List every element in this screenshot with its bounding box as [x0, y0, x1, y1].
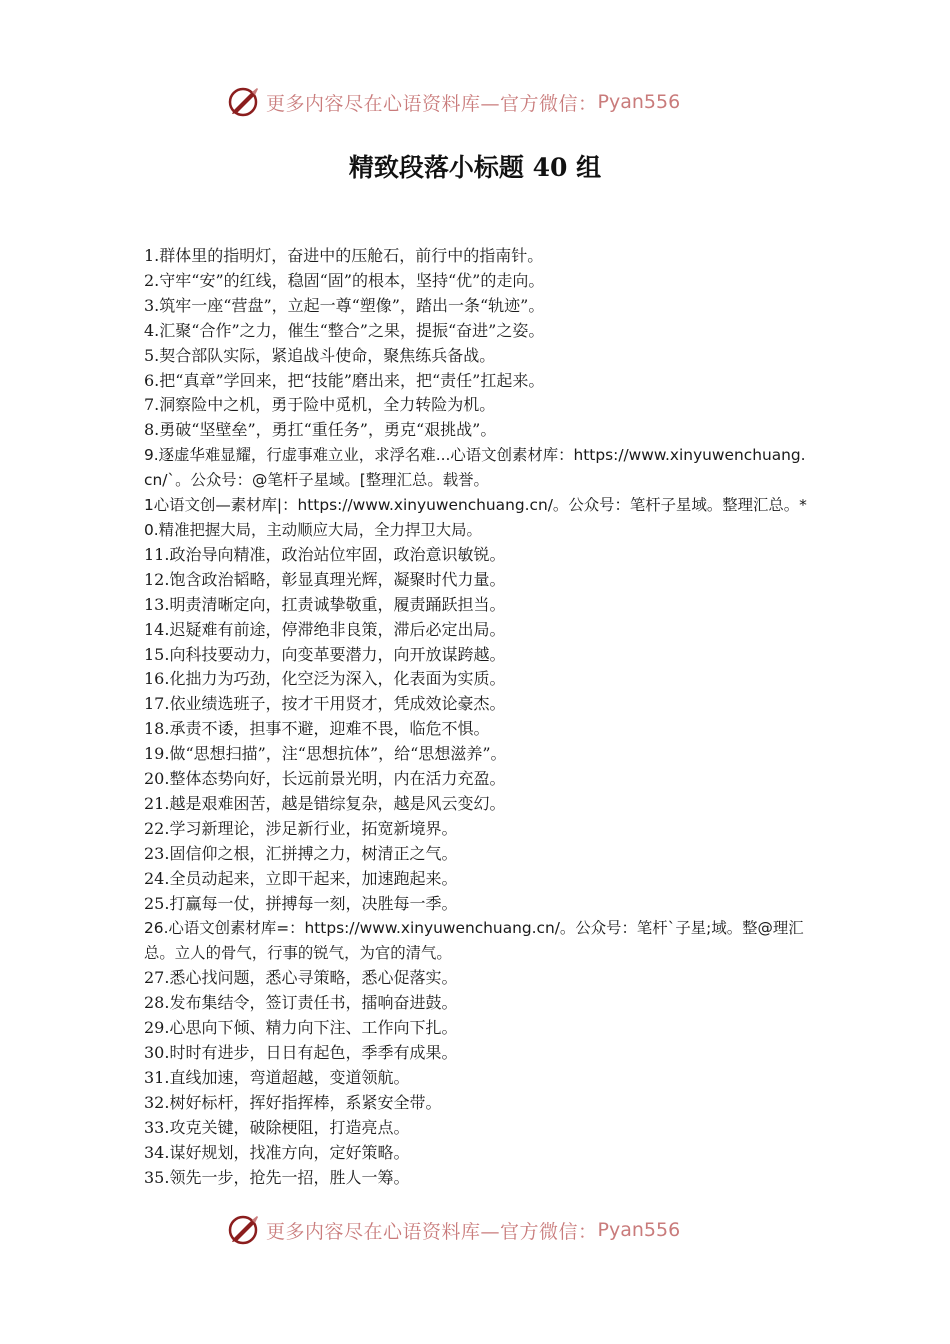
- list-item: 24.全员动起来，立即干起来，加速跑起来。: [144, 868, 458, 888]
- list-item: 13.明责清晰定向，扛责诚挚敬重，履责踊跃担当。: [144, 594, 506, 614]
- list-item: 6.把“真章”学回来，把“技能”磨出来，把“责任”扛起来。: [144, 370, 545, 390]
- list-item: 15.向科技要动力，向变革要潜力，向开放谋跨越。: [144, 644, 506, 664]
- footer-banner-wechat: Pyan556: [597, 1219, 681, 1241]
- list-item: 22.学习新理论，涉足新行业，拓宽新境界。: [144, 818, 458, 838]
- list-item: 20.整体态势向好，长远前景光明，内在活力充盈。: [144, 769, 506, 789]
- list-item: 17.依业绩选班子，按才干用贤才，凭成效论豪杰。: [144, 694, 506, 714]
- list-item: 11.政治导向精准，政治站位牢固，政治意识敏锐。: [144, 544, 506, 564]
- header-banner-wechat: Pyan556: [597, 91, 681, 113]
- list-item: 32.树好标杆，挥好指挥棒，系紧安全带。: [144, 1092, 442, 1112]
- page-title: 精致段落小标题 40 组: [348, 153, 602, 182]
- list-item: 8.勇破“坚壁垒”，勇扛“重任务”，勇克“艰挑战”。: [144, 420, 497, 440]
- list-item: 26.心语文创素材库=：https://www.xinyuwenchuang.cn/。公众号：笔杆`子星;域。整@理汇总。立人的骨气，行事的锐气，为官的清气。: [144, 919, 804, 963]
- list-item: 1心语文创—素材库|：https://www.xinyuwenchuang.cn/。公众号：笔杆子星域。整理汇总。*0.精准把握大局，主动顺应大局，全力捍卫大局。: [144, 496, 807, 539]
- list-item: 12.饱含政治韬略，彰显真理光辉，凝聚时代力量。: [144, 569, 506, 589]
- item-list: [144, 244, 810, 1190]
- footer-banner: [226, 1210, 680, 1250]
- list-item: 14.迟疑难有前途，停滞绝非良策，滞后必定出局。: [144, 619, 506, 639]
- list-item: 5.契合部队实际，紧追战斗使命，聚焦练兵备战。: [144, 345, 496, 365]
- list-item: 3.筑牢一座“营盘”，立起一尊“塑像”，踏出一条“轨迹”。: [144, 295, 545, 315]
- list-item: 23.固信仰之根，汇拼搏之力，树清正之气。: [144, 843, 458, 863]
- list-item: 2.守牢“安”的红线，稳固“固”的根本，坚持“优”的走向。: [144, 270, 545, 290]
- list-item: 30.时时有进步，日日有起色，季季有成果。: [144, 1043, 458, 1062]
- pen-logo-icon: [226, 1212, 262, 1248]
- list-item: 33.攻克关键，破除梗阻，打造亮点。: [144, 1117, 410, 1137]
- list-item: 34.谋好规划，找准方向，定好策略。: [144, 1142, 410, 1162]
- list-item: 18.承责不诿，担事不避，迎难不畏，临危不惧。: [144, 719, 490, 739]
- list-item: 7.洞察险中之机，勇于险中觅机，全力转险为机。: [144, 395, 496, 415]
- header-banner: [226, 82, 680, 122]
- list-item: 21.越是艰难困苦，越是错综复杂，越是风云变幻。: [144, 793, 506, 813]
- list-item: 31.直线加速，弯道超越，变道领航。: [144, 1067, 410, 1087]
- list-item: 29.心思向下倾、精力向下注、工作向下扎。: [144, 1018, 458, 1038]
- list-item: 28.发布集结令，签订责任书，擂响奋进鼓。: [144, 993, 458, 1013]
- list-item: 25.打赢每一仗，拼搏每一刻，决胜每一季。: [144, 893, 458, 913]
- list-item: 16.化拙力为巧劲，化空泛为深入，化表面为实质。: [144, 669, 506, 689]
- list-item: 1.群体里的指明灯，奋进中的压舱石，前行中的指南针。: [144, 246, 544, 265]
- list-item: 4.汇聚“合作”之力，催生“整合”之果，提振“奋进”之姿。: [144, 320, 545, 340]
- list-item: 9.逐虚华难显耀，行虚事难立业，求浮名难...心语文创素材库：https://www.xinyuwenchuang.cn/`。公众号：@笔杆子星域。[整理汇总。载誉。: [144, 446, 806, 490]
- list-item: 19.做“思想扫描”，注“思想抗体”，给“思想滋养”。: [144, 744, 507, 764]
- list-item: 27.悉心找问题，悉心寻策略，悉心促落实。: [144, 968, 458, 988]
- pen-logo-icon: [226, 84, 262, 120]
- list-item: 35.领先一步，抢先一招，胜人一筹。: [144, 1167, 410, 1187]
- header-banner-text: 更多内容尽在心语资料库—官方微信：: [266, 92, 598, 115]
- footer-banner-text: 更多内容尽在心语资料库—官方微信：: [266, 1220, 598, 1243]
